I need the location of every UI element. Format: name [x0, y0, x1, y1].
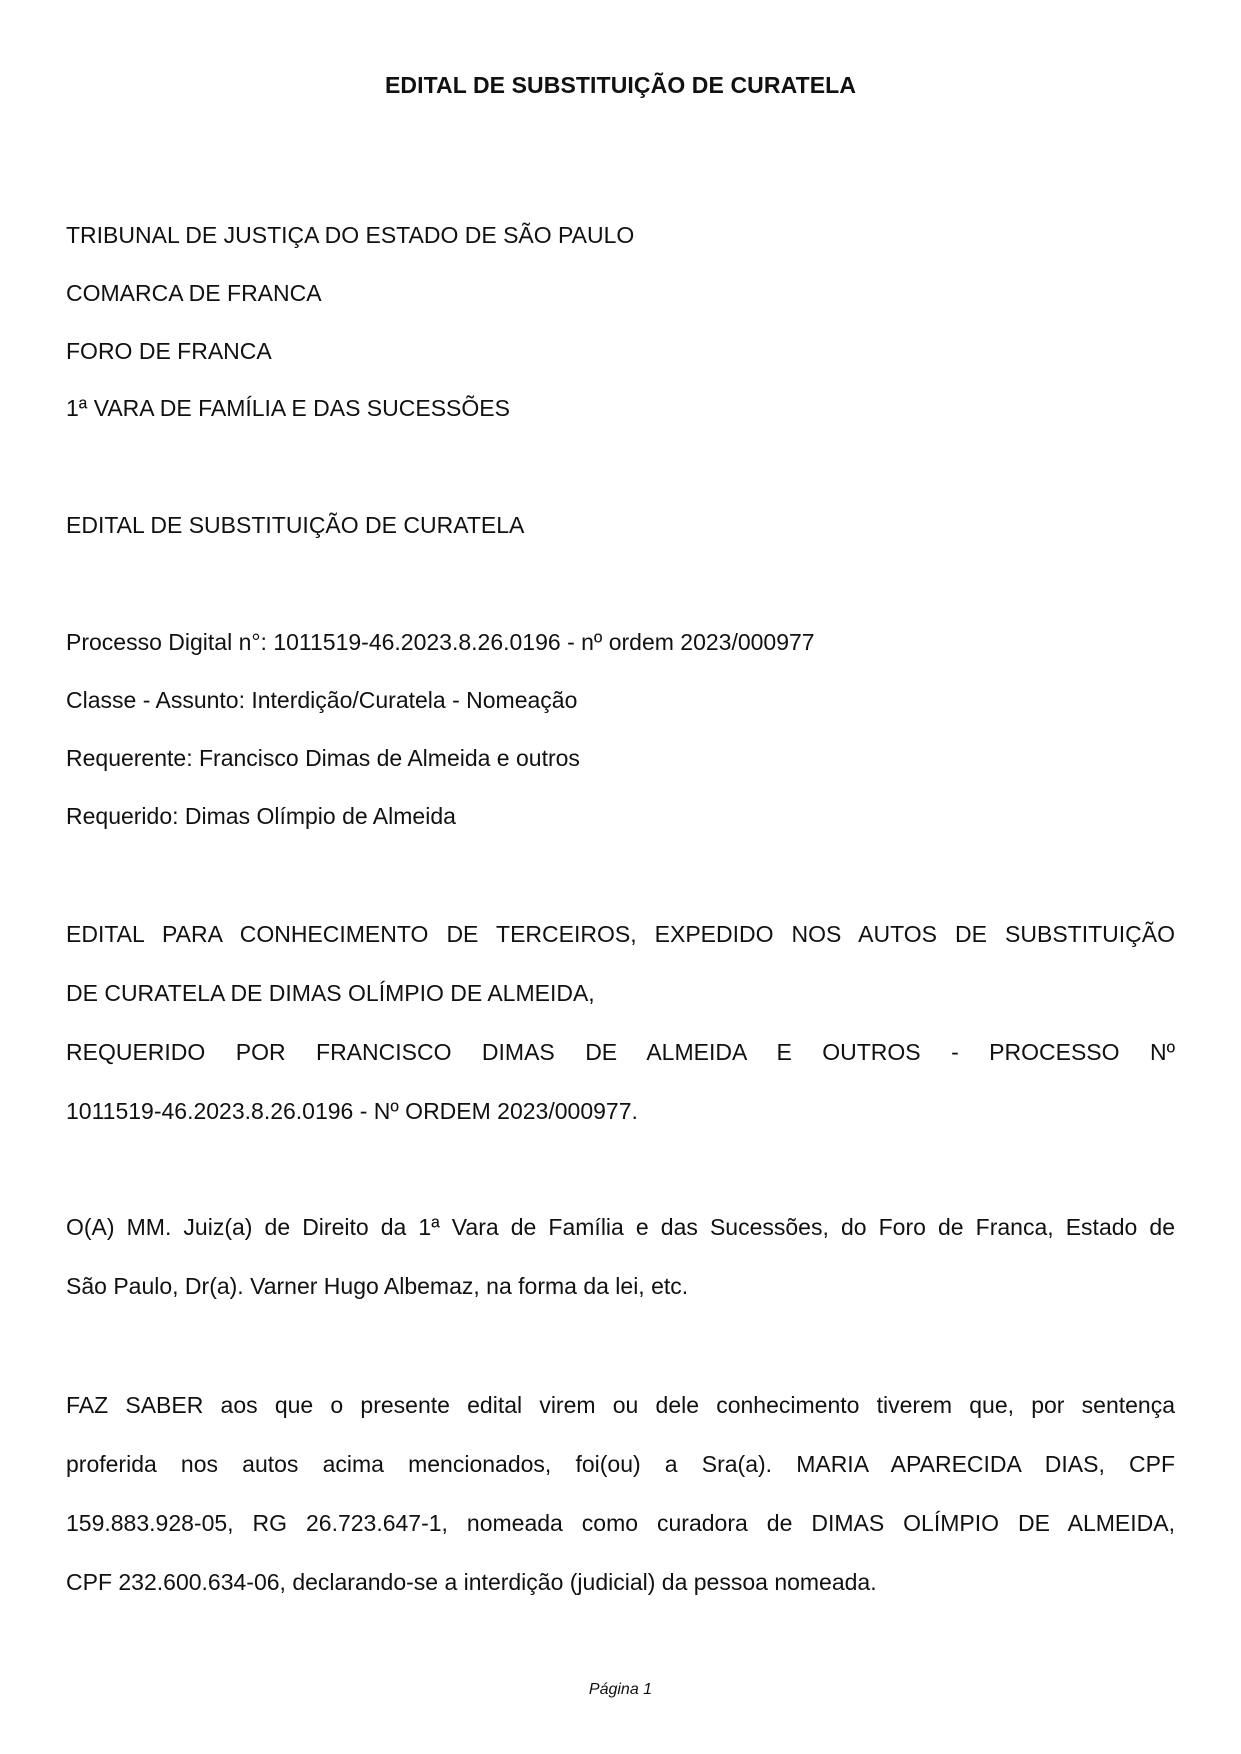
paragraph-edital-notice — [66, 920, 1175, 1156]
paragraph-line: REQUERIDO POR FRANCISCO DIMAS DE ALMEIDA E OUTROS - PROCESSO Nº — [66, 1039, 1175, 1065]
process-class: Classe - Assunto: Interdição/Curatela - Nomeação — [66, 687, 578, 713]
paragraph-line: 159.883.928-05, RG 26.723.647-1, nomeada como curadora de DIMAS OLÍMPIO DE ALMEIDA, — [66, 1510, 1175, 1536]
paragraph-line: FAZ SABER aos que o presente edital virem ou dele conhecimento tiverem que, por sentença — [66, 1392, 1175, 1418]
header-line-comarca: COMARCA DE FRANCA — [66, 280, 322, 306]
paragraph-faz-saber — [66, 1391, 1175, 1627]
header-line-vara: 1ª VARA DE FAMÍLIA E DAS SUCESSÕES — [66, 395, 510, 421]
paragraph-judge — [66, 1213, 1175, 1331]
page-number: Página 1 — [588, 1681, 653, 1698]
document-subtitle: EDITAL DE SUBSTITUIÇÃO DE CURATELA — [66, 512, 525, 538]
process-requester: Requerente: Francisco Dimas de Almeida e outros — [66, 745, 580, 771]
paragraph-line: DE CURATELA DE DIMAS OLÍMPIO DE ALMEIDA, — [66, 980, 595, 1006]
header-line-court: TRIBUNAL DE JUSTIÇA DO ESTADO DE SÃO PAULO — [66, 222, 635, 248]
document-title: EDITAL DE SUBSTITUIÇÃO DE CURATELA — [384, 72, 857, 98]
process-number: Processo Digital n°: 1011519-46.2023.8.26.0196 - nº ordem 2023/000977 — [66, 629, 815, 655]
paragraph-line: 1011519-46.2023.8.26.0196 - Nº ORDEM 2023/000977. — [66, 1098, 638, 1124]
paragraph-line: O(A) MM. Juiz(a) de Direito da 1ª Vara de Família e das Sucessões, do Foro de Franca, Estado de — [66, 1214, 1175, 1240]
paragraph-line: CPF 232.600.634-06, declarando-se a interdição (judicial) da pessoa nomeada. — [66, 1569, 877, 1595]
paragraph-line: EDITAL PARA CONHECIMENTO DE TERCEIROS, EXPEDIDO NOS AUTOS DE SUBSTITUIÇÃO — [66, 921, 1175, 947]
paragraph-line: São Paulo, Dr(a). Varner Hugo Albemaz, na forma da lei, etc. — [66, 1273, 689, 1299]
header-line-foro: FORO DE FRANCA — [66, 338, 272, 364]
paragraph-line: proferida nos autos acima mencionados, foi(ou) a Sra(a). MARIA APARECIDA DIAS, CPF — [66, 1451, 1175, 1477]
process-requested: Requerido: Dimas Olímpio de Almeida — [66, 803, 456, 829]
